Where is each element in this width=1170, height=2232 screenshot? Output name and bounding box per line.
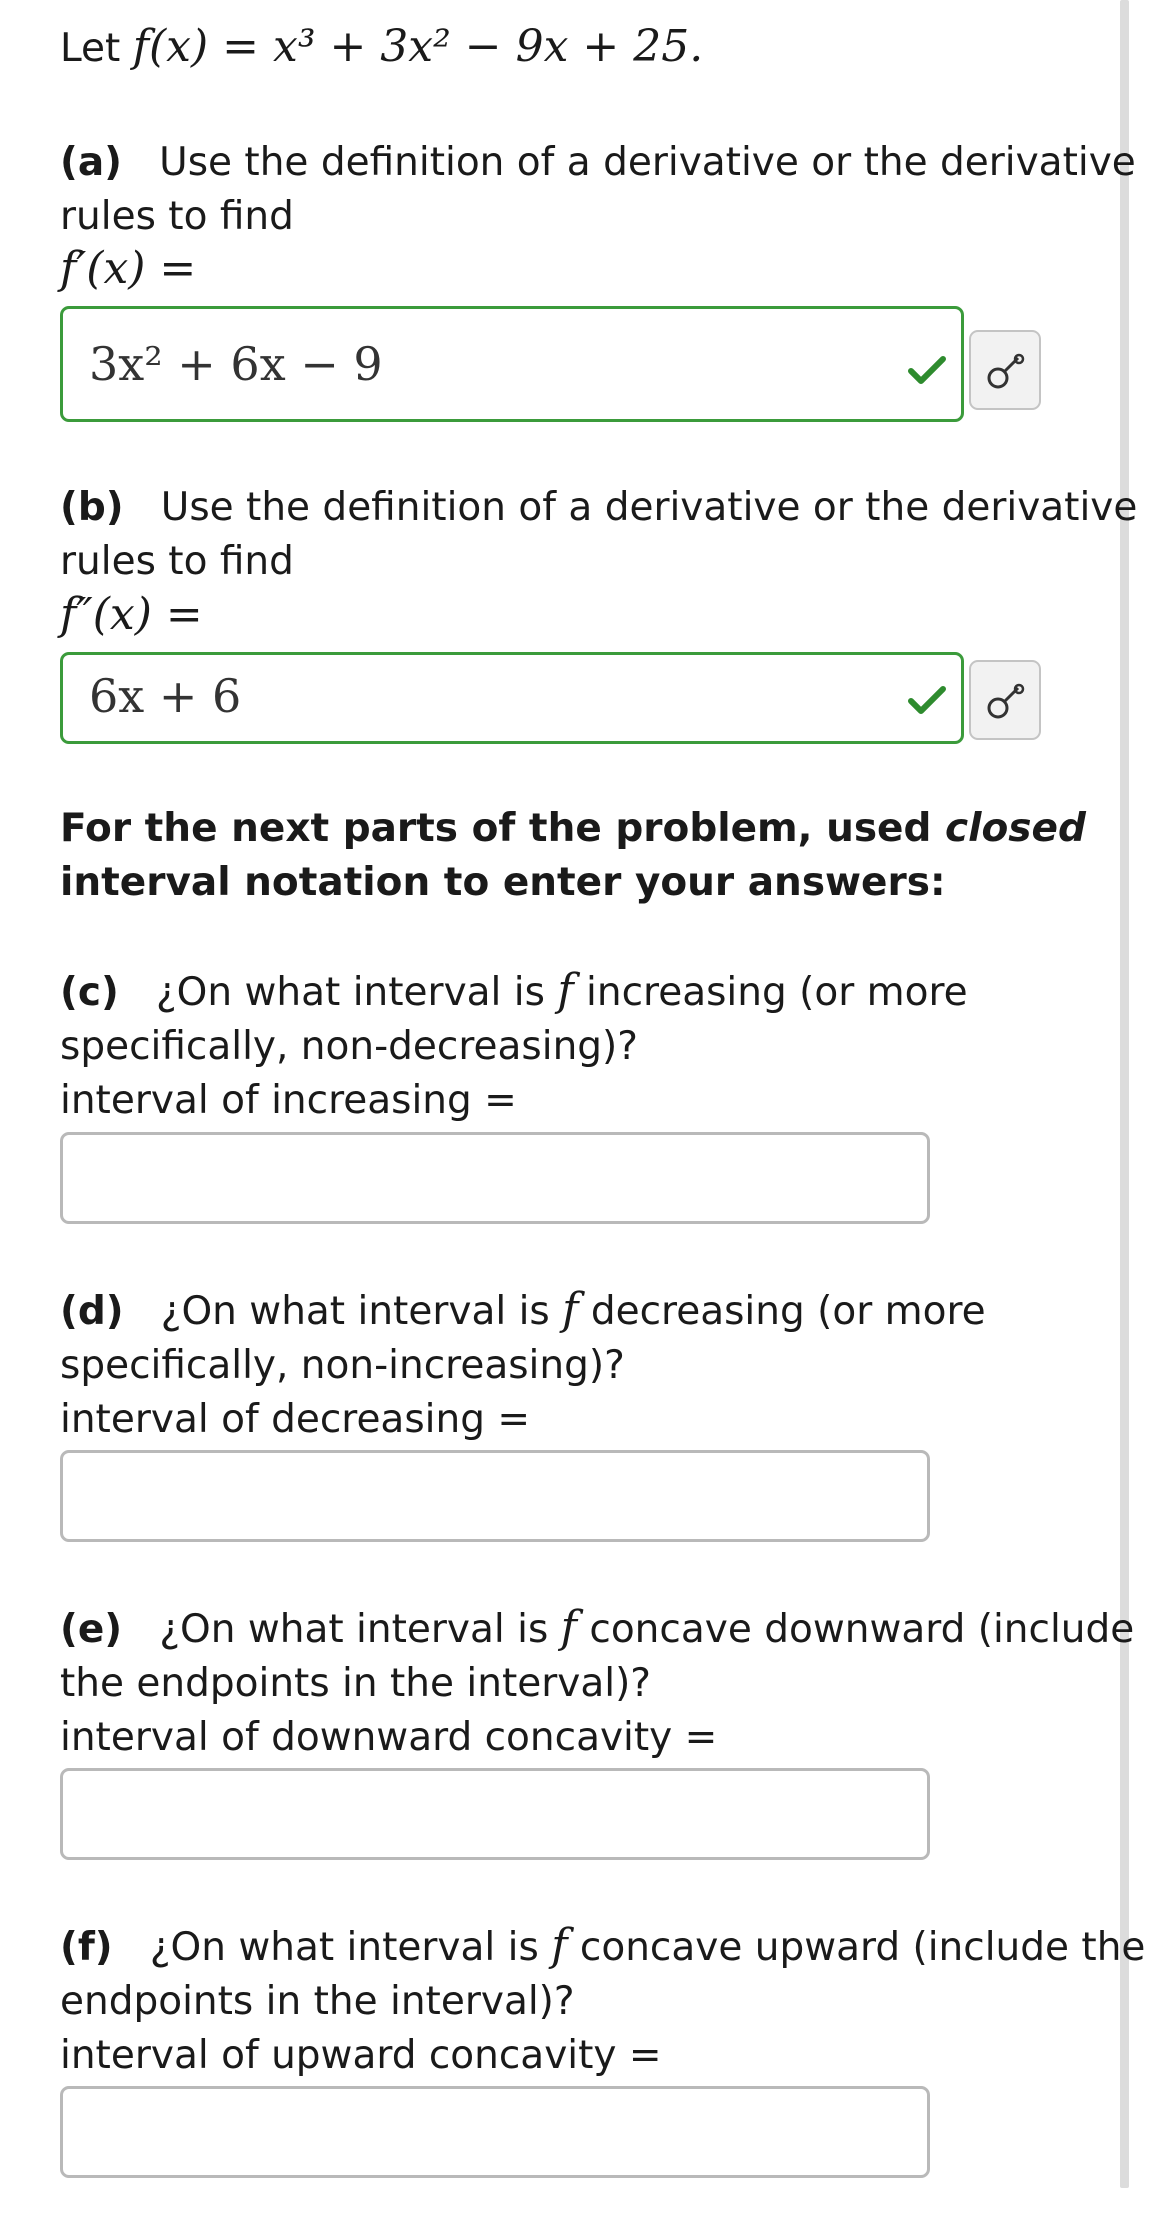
part-a-key-button[interactable] [969,330,1041,410]
part-e-tag: (e) [60,1607,123,1652]
part-a-answer-input[interactable] [60,306,964,422]
part-f-prompt [60,1919,1145,1975]
part-a-tag: (a) [60,140,122,185]
part-d-prompt-line2: specifically, non-increasing)? [60,1343,625,1388]
instruction-text: For the next parts of the problem, used [60,806,946,851]
instruction-line1 [60,802,1086,856]
part-e-fvar: f [560,1602,577,1653]
intro-label: Let [60,26,121,71]
part-a-prompt-line2: rules to find [60,194,294,239]
part-c-prompt-line2: specifically, non-decreasing)? [60,1024,638,1069]
problem-statement [60,20,703,76]
part-b-answer-input[interactable] [60,652,964,744]
part-f-fvar: f [551,1920,568,1971]
part-e-prompt [60,1601,1134,1657]
part-a-prompt-text: Use the definition of a derivative or the derivative [159,140,1136,185]
part-b-key-button[interactable] [969,660,1041,740]
checkmark-icon [907,683,947,717]
part-e-prompt-line2: the endpoints in the interval)? [60,1661,651,1706]
part-b-prompt [60,481,1137,535]
part-f-label: interval of upward concavity = [60,2033,662,2078]
part-d-prompt [60,1283,986,1339]
checkmark-icon [907,353,947,387]
part-a-expression: f′(x) = [60,243,197,294]
part-c-label: interval of increasing = [60,1078,517,1123]
part-b-prompt-line2: rules to find [60,539,294,584]
part-c-prompt [60,964,968,1020]
part-c-fvar: f [557,965,574,1016]
part-d-prompt-end: decreasing (or more [590,1289,986,1334]
part-b-answer-value: 6x + 6 [89,669,242,723]
part-e-answer-input[interactable] [60,1768,930,1860]
part-b-prompt-text: Use the definition of a derivative or the derivative [160,485,1138,530]
part-d-tag: (d) [60,1289,124,1334]
part-d-label: interval of decreasing = [60,1397,531,1442]
instruction-line2: interval notation to enter your answers: [60,860,946,905]
part-f-prompt-line2: endpoints in the interval)? [60,1979,575,2024]
part-d-fvar: f [562,1284,579,1335]
key-icon [984,680,1028,724]
scrollbar-thumb[interactable] [1120,0,1129,2188]
part-f-prompt-end: concave upward (include the [579,1925,1146,1970]
part-e-prompt-end: concave downward (include [589,1607,1135,1652]
part-e-label: interval of downward concavity = [60,1715,718,1760]
part-d-answer-input[interactable] [60,1450,930,1542]
key-icon [984,350,1028,394]
function-definition: f(x) = x³ + 3x² − 9x + 25. [132,21,704,72]
part-b-expression: f″(x) = [60,589,203,640]
part-c-tag: (c) [60,970,119,1015]
part-a-prompt [60,136,1136,190]
instruction-emphasis: closed [945,806,1086,851]
part-f-prompt-start: ¿On what interval is [149,1925,539,1970]
part-c-answer-input[interactable] [60,1132,930,1224]
part-a-answer-value: 3x² + 6x − 9 [89,337,383,391]
part-f-answer-input[interactable] [60,2086,930,2178]
part-f-tag: (f) [60,1925,113,1970]
part-c-prompt-start: ¿On what interval is [155,970,545,1015]
part-e-prompt-start: ¿On what interval is [159,1607,549,1652]
part-c-prompt-end: increasing (or more [586,970,968,1015]
part-b-tag: (b) [60,485,124,530]
part-d-prompt-start: ¿On what interval is [160,1289,550,1334]
